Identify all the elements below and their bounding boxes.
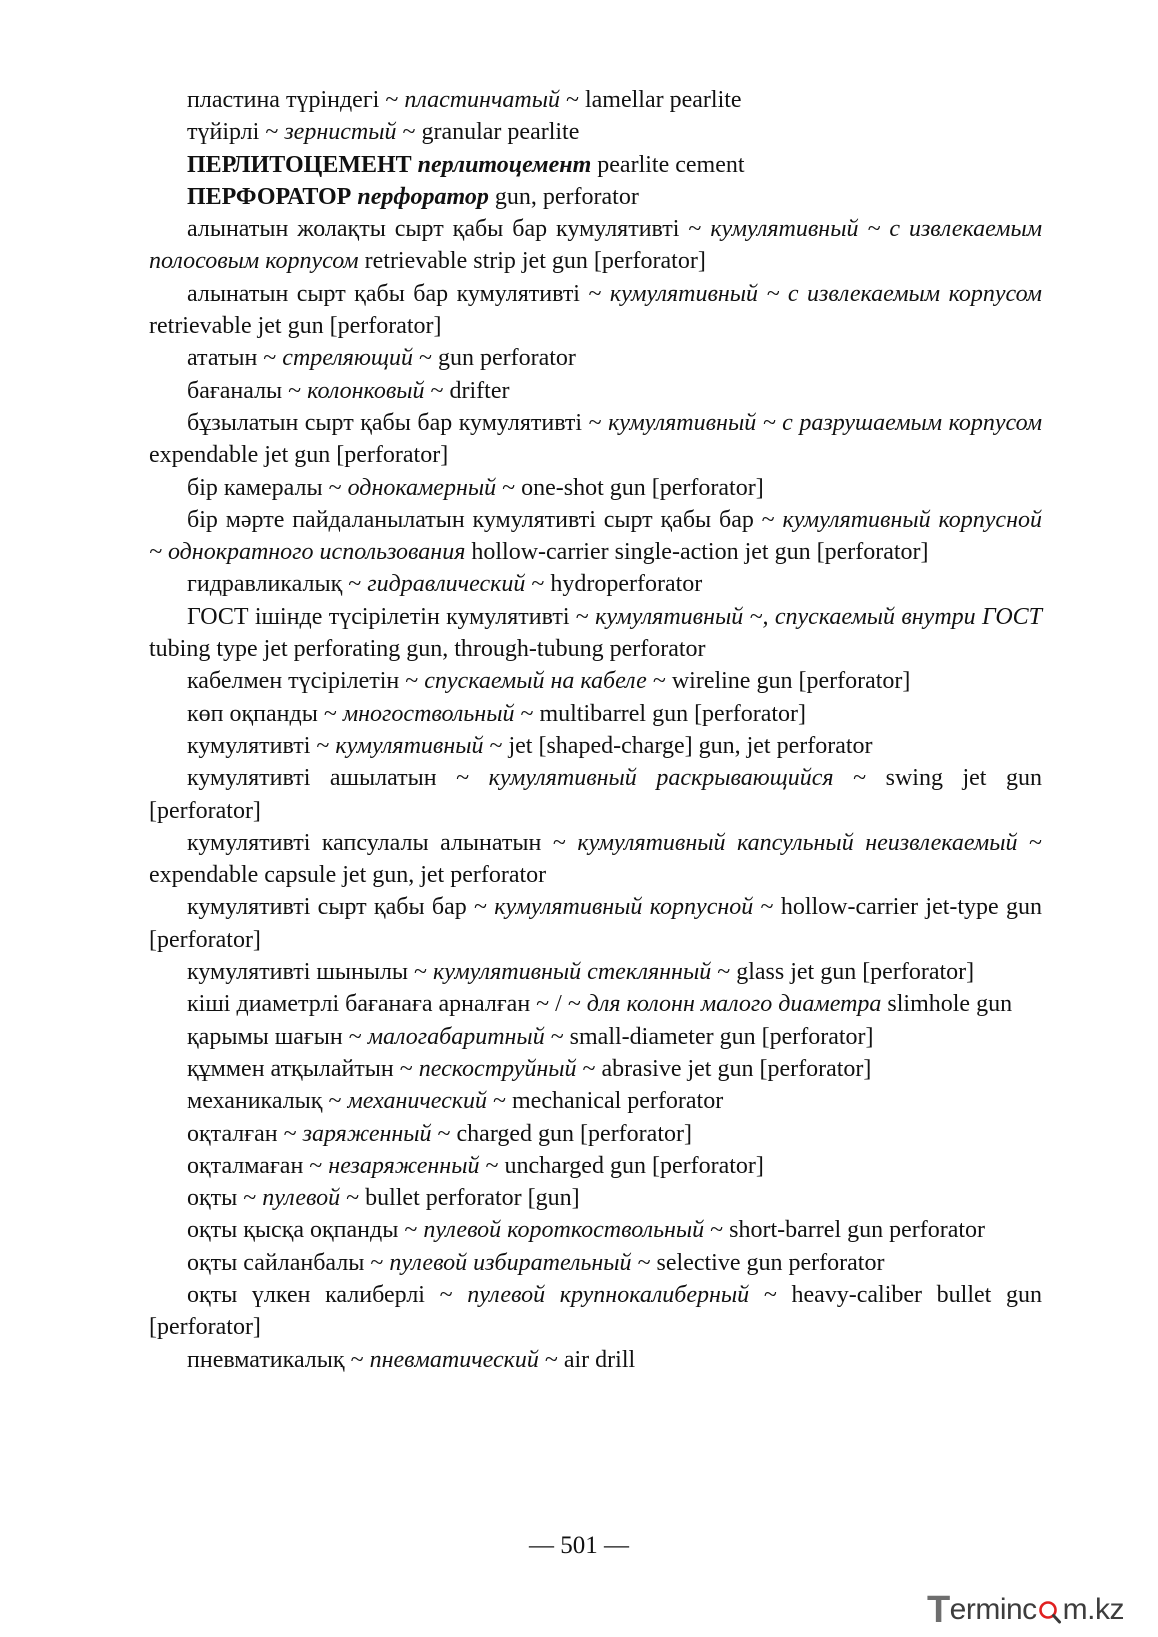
russian-term: малогабаритный [367, 1023, 545, 1050]
kazakh-term: оқты ~ [187, 1185, 263, 1212]
kazakh-term: түйірлі ~ [187, 119, 285, 146]
kazakh-term: ататын ~ [187, 345, 283, 372]
kazakh-term: оқты үлкен калиберлі ~ [187, 1281, 468, 1308]
dictionary-entry [149, 1118, 1042, 1150]
kazakh-term: кумулятивті ~ [187, 732, 336, 759]
dictionary-entry [149, 568, 1042, 600]
dictionary-entry [149, 1182, 1042, 1214]
dictionary-entry [149, 84, 1042, 116]
kazakh-term: алынатын сырт қабы бар кумулятивті ~ [187, 280, 610, 307]
dictionary-entry [149, 601, 1042, 666]
russian-term: многоствольный [342, 700, 515, 727]
dictionary-entry [149, 1344, 1042, 1376]
dictionary-entry [149, 342, 1042, 374]
english-term: ~ hydroperforator [525, 571, 703, 598]
dictionary-entry [149, 149, 1042, 181]
russian-term: пулевой крупнокалиберный [467, 1281, 750, 1308]
kazakh-term: оқты қысқа оқпанды ~ [187, 1217, 424, 1244]
dictionary-entry [149, 827, 1042, 892]
english-term: ~ hollow-carrier jet-type gun [perforator] [149, 894, 1042, 953]
russian-term: для колонн малого диаметра [586, 991, 882, 1018]
kazakh-term: кумулятивті шынылы ~ [187, 959, 434, 986]
english-term: ~ wireline gun [perforator] [646, 668, 911, 695]
dictionary-entry [149, 730, 1042, 762]
dictionary-entry [149, 1247, 1042, 1279]
russian-term: кумулятивный корпусной ~ однократного использования [149, 506, 1042, 566]
kazakh-term: оқты сайланбалы ~ [187, 1249, 390, 1276]
english-term: pearlite cement [591, 151, 745, 178]
english-term: ~ gun perforator [413, 345, 576, 372]
dictionary-entry [149, 1021, 1042, 1053]
russian-term: незаряженный [328, 1152, 480, 1179]
english-term: ~ small-diameter gun [perforator] [544, 1023, 874, 1050]
russian-term: гидравлический [367, 571, 526, 598]
dictionary-entry [149, 213, 1042, 278]
kazakh-term: бір камералы ~ [187, 474, 348, 501]
english-term: retrievable jet gun [perforator] [149, 313, 442, 340]
english-term: ~ air drill [538, 1346, 636, 1373]
russian-term: кумулятивный стеклянный [433, 959, 712, 986]
dictionary-entry [149, 665, 1042, 697]
russian-term: пластинчатый [404, 87, 560, 113]
english-term: ~ expendable capsule jet gun, jet perforator [149, 829, 1043, 889]
russian-term: однокамерный [347, 474, 497, 501]
english-term: ~ jet [shaped-charge] gun, jet perforator [483, 732, 873, 759]
page-number: — 501 — [529, 1532, 629, 1559]
dictionary-entries [149, 84, 1042, 1376]
russian-term: кумулятивный [335, 732, 484, 759]
kazakh-term: бұзылатын сырт қабы бар кумулятивті ~ [187, 409, 609, 436]
english-term: ~ selective gun perforator [631, 1249, 885, 1276]
dictionary-entry [149, 762, 1042, 827]
english-term: ~ glass jet gun [perforator] [711, 959, 975, 986]
english-term: ~ charged gun [perforator] [431, 1120, 692, 1147]
kazakh-term: бір мәрте пайдаланылатын кумулятивті сырт қабы бар ~ [187, 506, 783, 533]
english-term: retrievable strip jet gun [perforator] [358, 248, 706, 275]
english-term: ~ uncharged gun [perforator] [479, 1152, 764, 1179]
russian-term: зернистый [284, 119, 397, 146]
dictionary-entry [149, 116, 1042, 148]
dictionary-entry [149, 698, 1042, 730]
russian-term: пескоструйный [418, 1055, 577, 1082]
english-term: ~ short-barrel gun perforator [704, 1217, 986, 1244]
kazakh-term: кумулятивті ашылатын ~ [187, 765, 489, 792]
english-term: ~ drifter [424, 377, 510, 404]
english-term: ~ mechanical perforator [487, 1088, 724, 1115]
russian-term: кумулятивный корпусной [494, 894, 754, 921]
english-term: ~ lamellar pearlite [560, 87, 742, 113]
dictionary-entry [149, 1150, 1042, 1182]
dictionary-entry [149, 375, 1042, 407]
magnifier-icon [1038, 1599, 1062, 1625]
english-term: ~ one-shot gun [perforator] [496, 474, 764, 501]
russian-term: кумулятивный ~, спускаемый внутри ГОСТ [595, 603, 1043, 630]
english-term: ~ granular pearlite [396, 119, 580, 146]
kazakh-term: кумулятивті капсулалы алынатын ~ [187, 829, 578, 856]
kazakh-term: кумулятивті сырт қабы бар ~ [187, 894, 495, 921]
russian-term: пулевой короткоствольный [423, 1217, 705, 1244]
kazakh-term: оқталмаған ~ [187, 1152, 329, 1179]
kazakh-term: қарымы шағын ~ [187, 1023, 368, 1050]
english-term: hollow-carrier single-action jet gun [perforator] [465, 539, 929, 566]
headword-russian: перлитоцемент [417, 151, 592, 178]
russian-term: пневматический [369, 1346, 539, 1373]
dictionary-entry [149, 407, 1042, 472]
english-term: ~ swing jet gun [perforator] [149, 765, 1042, 824]
dictionary-entry [149, 988, 1042, 1020]
kazakh-term: ГОСТ ішінде түсірілетін кумулятивті ~ [187, 603, 596, 630]
dictionary-entry [149, 504, 1042, 569]
dictionary-entry [149, 891, 1042, 956]
kazakh-term: пневматикалық ~ [187, 1346, 370, 1373]
kazakh-term: алынатын жолақты сырт қабы бар кумулятивті ~ [187, 216, 711, 243]
logo-text-part2: m.kz [1062, 1593, 1124, 1626]
russian-term: кумулятивный ~ с разрушаемым корпусом [608, 409, 1043, 436]
kazakh-term: пластина түріндегі ~ [187, 87, 405, 113]
russian-term: заряженный [302, 1120, 432, 1147]
logo-letter-t: T [926, 1589, 950, 1631]
english-term: tubing type jet perforating gun, through-tubung perforator [149, 636, 706, 663]
russian-term: кумулятивный ~ с извлекаемым корпусом [609, 280, 1042, 307]
termincom-logo [926, 1589, 1124, 1631]
dictionary-entry [149, 1214, 1042, 1246]
dictionary-entry [149, 1085, 1042, 1117]
dictionary-entry [149, 278, 1042, 343]
headword: ПЕРЛИТОЦЕМЕНТ [187, 151, 418, 178]
russian-term: кумулятивный ~ с извлекаемым полосовым корпусом [149, 216, 1043, 275]
english-term: ~ abrasive jet gun [perforator] [576, 1055, 872, 1082]
english-term: ~ heavy-caliber bullet gun [perforator] [149, 1281, 1042, 1341]
kazakh-term: кабелмен түсірілетін ~ [187, 668, 425, 695]
english-term: ~ multibarrel gun [perforator] [514, 700, 806, 727]
kazakh-term: көп оқпанды ~ [187, 700, 343, 727]
headword: ПЕРФОРАТОР [187, 183, 358, 210]
russian-term: кумулятивный капсульный неизвлекаемый [577, 829, 1018, 856]
dictionary-entry [149, 1053, 1042, 1085]
english-term: gun, perforator [488, 183, 639, 210]
headword-russian: перфоратор [357, 183, 489, 210]
kazakh-term: механикалық ~ [187, 1088, 348, 1115]
dictionary-entry [149, 181, 1042, 213]
dictionary-entry [149, 472, 1042, 504]
russian-term: механический [347, 1088, 488, 1115]
english-term: expendable jet gun [perforator] [149, 442, 449, 469]
russian-term: спускаемый на кабеле [424, 668, 647, 695]
english-term: slimhole gun [881, 991, 1013, 1018]
kazakh-term: құммен атқылайтын ~ [187, 1055, 419, 1082]
kazakh-term: кіші диаметрлі бағанаға арналған ~ / ~ [187, 991, 587, 1018]
russian-term: кумулятивный раскрывающийся [488, 765, 834, 792]
kazakh-term: бағаналы ~ [187, 377, 308, 404]
logo-text-part1: erminc [949, 1593, 1037, 1626]
dictionary-entry [149, 1279, 1042, 1344]
russian-term: пулевой избирательный [389, 1249, 632, 1276]
russian-term: пулевой [262, 1185, 341, 1212]
russian-term: колонковый [307, 377, 425, 404]
kazakh-term: гидравликалық ~ [187, 571, 368, 598]
english-term: ~ bullet perforator [gun] [340, 1185, 580, 1212]
dictionary-entry [149, 956, 1042, 988]
russian-term: стреляющий [282, 345, 413, 372]
kazakh-term: оқталған ~ [187, 1120, 303, 1147]
